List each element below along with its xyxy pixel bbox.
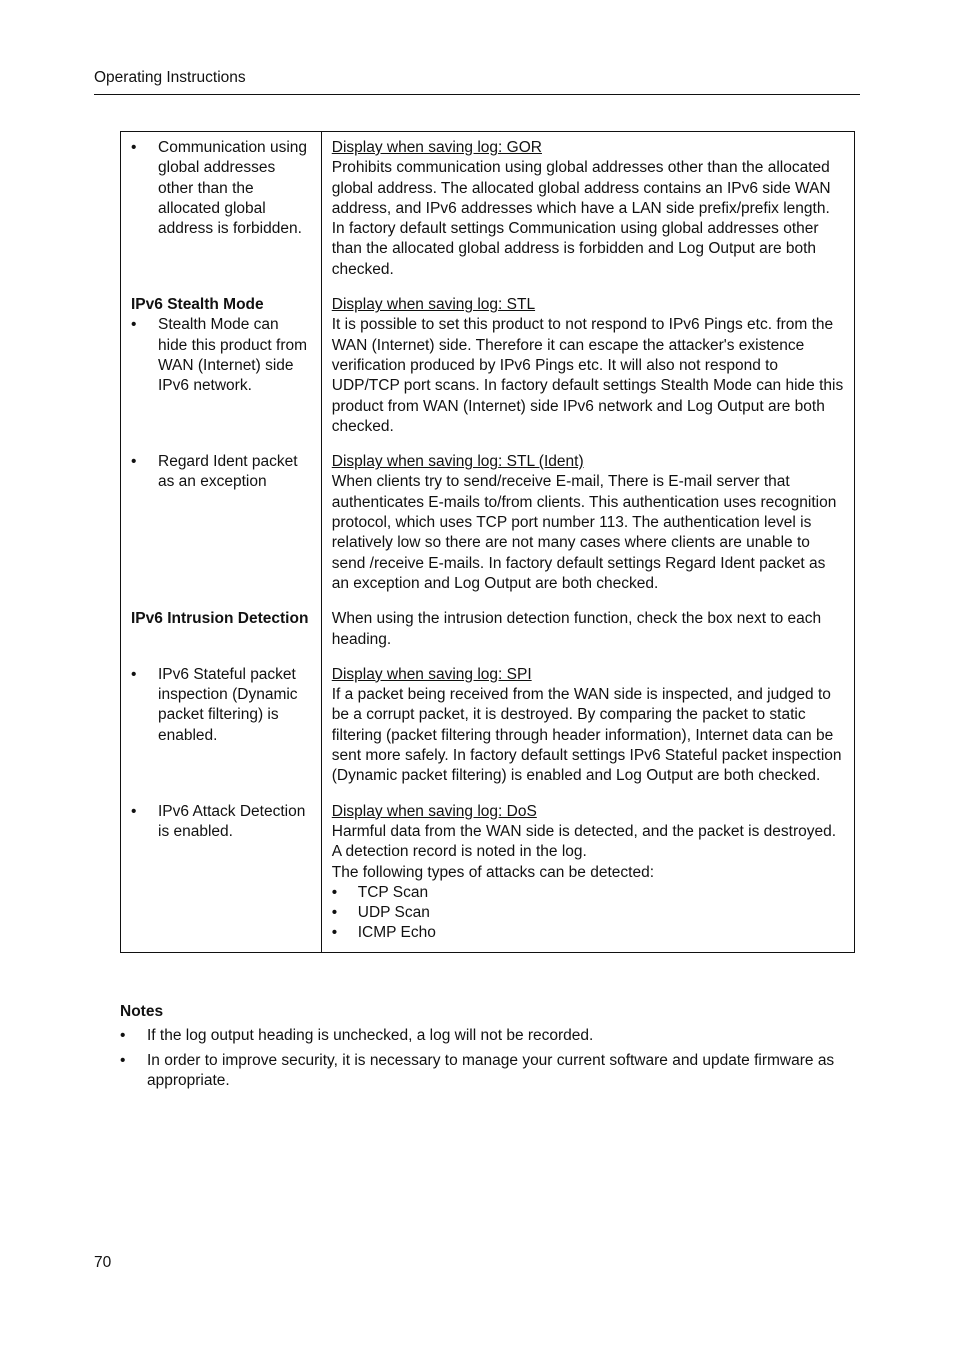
bullet-glyph: • [131, 139, 137, 156]
bullet-glyph: • [120, 1027, 126, 1045]
setting-cell [121, 594, 322, 650]
attack-type-item [332, 883, 844, 903]
section-heading: IPv6 Intrusion Detection [131, 610, 309, 628]
attack-type-label: TCP Scan [357, 883, 429, 901]
description-cell [321, 787, 854, 953]
description-cell [321, 594, 854, 650]
bullet-glyph: • [131, 802, 137, 820]
log-display-label: Display when saving log: SPI [331, 665, 532, 683]
setting-cell [121, 787, 322, 953]
setting-cell [121, 280, 322, 437]
note-text: In order to improve security, it is necessary to manage your current software and update firmware as appropriate. [147, 1051, 835, 1089]
setting-label: Communication using global addresses other than the allocated global address is forbidden. [158, 139, 308, 238]
bullet-glyph: • [120, 1051, 126, 1069]
description-text-attacks-intro: The following types of attacks can be detected: [331, 863, 654, 881]
setting-label: IPv6 Stateful packet inspection (Dynamic packet filtering) is enabled. [158, 665, 298, 744]
bullet-glyph: • [331, 883, 338, 901]
log-display-label: Display when saving log: STL (Ident) [331, 453, 584, 471]
description-text: If a packet being received from the WAN side is inspected, and judged to be a corrupt packet, it is destroyed. By comparing the packet to static filtering (packet filtering through header information), Internet data can be sent more safely. In factory default settings IPv6 Stateful packet inspection (Dynamic packet filtering) is enabled and Log Output are both checked. [331, 686, 842, 785]
setting-bullet [131, 138, 311, 239]
header-title: Operating Instructions [94, 69, 246, 86]
note-item [120, 1026, 860, 1046]
description-cell [321, 650, 854, 787]
bullet-glyph: • [131, 316, 137, 334]
table-row [121, 650, 855, 787]
bullet-glyph: • [331, 904, 338, 922]
attack-type-label: ICMP Echo [357, 924, 436, 942]
attack-type-label: UDP Scan [357, 904, 430, 922]
setting-label: IPv6 Attack Detection is enabled. [158, 802, 306, 840]
page-number: 70 [94, 1254, 112, 1271]
page-header [94, 68, 860, 95]
table-row [121, 594, 855, 650]
setting-bullet [131, 315, 311, 396]
description-text: When using the intrusion detection function, check the box next to each heading. [331, 610, 822, 648]
setting-bullet [131, 452, 311, 493]
log-display-label: Display when saving log: DoS [331, 802, 537, 820]
table-row [121, 437, 855, 594]
description-text: Prohibits communication using global addresses other than the allocated global address. The allocated global address contains an IPv6 side WAN address, and IPv6 addresses which have a LAN side prefix/prefix length. In factory default settings Communication using global addresses other than the allocated global address is forbidden and Log Output are both checked. [331, 159, 831, 278]
notes-title: Notes [120, 1003, 164, 1020]
description-cell [321, 280, 854, 437]
setting-bullet [131, 665, 311, 746]
notes-section [120, 1002, 860, 1095]
description-text: It is possible to set this product to not respond to IPv6 Pings etc. from the WAN (Internet) side. Therefore it can escape the attacker's existence verification produced by IPv6 Pings etc. It will also not respond to UDP/TCP port scans. In factory default settings Stealth Mode can hide this product from WAN (Internet) side IPv6 network and Log Output are both checked. [331, 316, 844, 435]
table-row [121, 132, 855, 281]
log-display-label: Display when saving log: STL [331, 296, 536, 314]
description-text: When clients try to send/receive E-mail, There is E-mail server that authenticates E-mails to/from clients. This authentication uses recognition protocol, which uses TCP port number 113. The authentication level is relatively low so there are not many cases where clients are unable to send /receive E-mails. In factory default settings Regard Ident packet as an exception and Log Output are both checked. [331, 473, 837, 592]
table-row [121, 280, 855, 437]
note-item [120, 1051, 860, 1092]
note-text: If the log output heading is unchecked, a log will not be recorded. [147, 1027, 594, 1045]
setting-cell [121, 650, 322, 787]
attack-type-item [332, 903, 844, 923]
description-cell [321, 437, 854, 594]
setting-cell [121, 132, 322, 281]
description-text: Harmful data from the WAN side is detected, and the packet is destroyed. A detection record is noted in the log. [331, 822, 837, 861]
setting-label: Regard Ident packet as an exception [158, 453, 298, 491]
section-heading: IPv6 Stealth Mode [131, 296, 264, 314]
bullet-glyph: • [131, 665, 137, 683]
bullet-glyph: • [331, 924, 338, 942]
description-cell [321, 132, 854, 281]
attack-type-item [332, 923, 844, 943]
table-row [121, 787, 855, 953]
setting-bullet [131, 802, 311, 843]
log-display-label: Display when saving log: GOR [331, 139, 542, 156]
bullet-glyph: • [131, 453, 137, 471]
setting-label: Stealth Mode can hide this product from WAN (Internet) side IPv6 network. [158, 316, 308, 395]
settings-table [120, 131, 855, 953]
setting-cell [121, 437, 322, 594]
